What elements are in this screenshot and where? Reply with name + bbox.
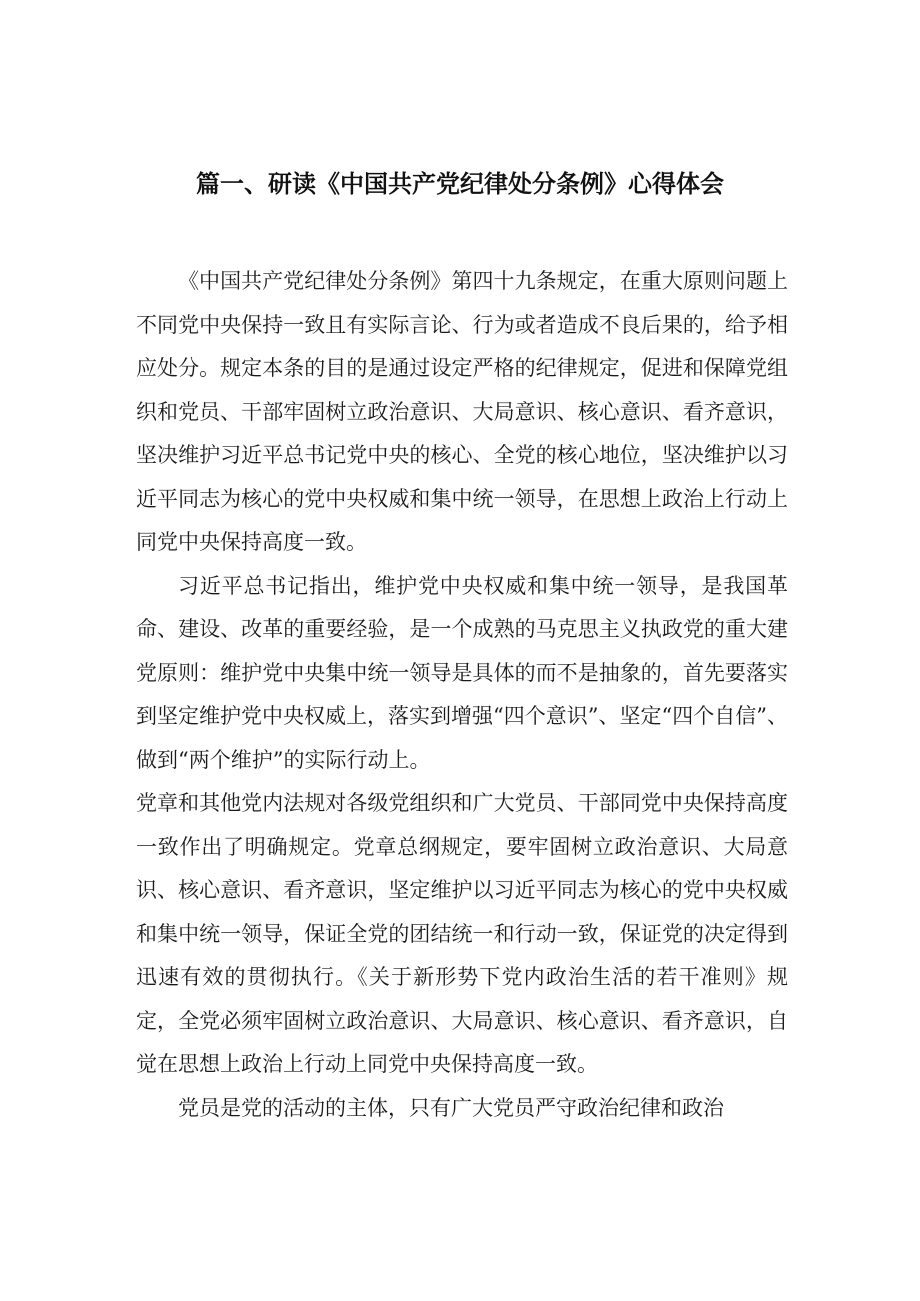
paragraph: 党章和其他党内法规对各级党组织和广大党员、干部同党中央保持高度一致作出了明确规定。党章总纲规定，要牢固树立政治意识、大局意识、核心意识、看齐意识，坚定维护以习近平同志为核心的党中央权威和集中统一领导，保证全党的团结统一和行动一致，保证党的决定得到迅速有效的贯彻执行。《关于新形势下党内政治生活的若干准则》规定，全党必须牢固树立政治意识、大局意识、核心意识、看齐意识，自觉在思想上政治上行动上同党中央保持高度一致。 [136,791,788,1076]
paragraph: 党员是党的活动的主体，只有广大党员严守政治纪律和政治 [178,1095,724,1120]
document-body [136,260,788,1130]
paragraph: 习近平总书记指出，维护党中央权威和集中统一领导，是我国革命、建设、改革的重要经验，是一个成熟的马克思主义执政党的重大建党原则：维护党中央集中统一领导是具体的而不是抽象的，首先要落实到坚定维护党中央权威上，落实到增强“四个意识”、坚定“四个自信”、做到“两个维护”的实际行动上。 [136,573,788,772]
paragraph: 《中国共产党纪律处分条例》第四十九条规定，在重大原则问题上不同党中央保持一致且有实际言论、行为或者造成不良后果的，给予相应处分。规定本条的目的是通过设定严格的纪律规定，促进和保障党组织和党员、干部牢固树立政治意识、大局意识、核心意识、看齐意识，坚决维护习近平总书记党中央的核心、全党的核心地位，坚决维护以习近平同志为核心的党中央权威和集中统一领导，在思想上政治上行动上同党中央保持高度一致。 [136,269,788,554]
document-title: 篇一、研读《中国共产党纪律处分条例》心得体会 [196,170,724,198]
